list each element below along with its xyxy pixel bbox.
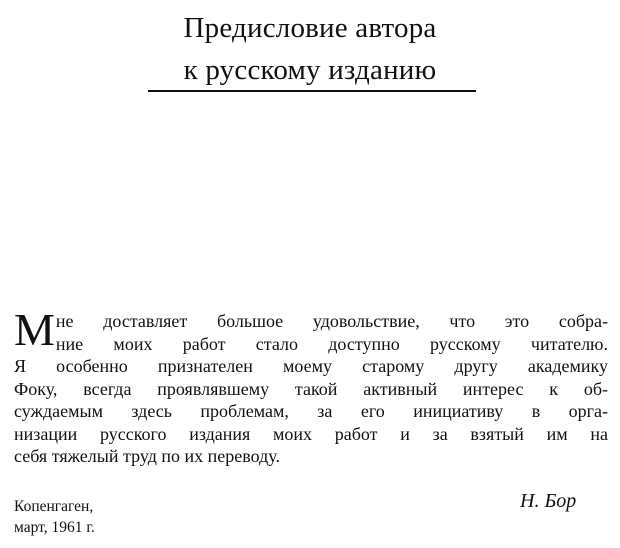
author-signature: Н. Бор <box>520 490 577 512</box>
paragraph-line: ние моих работ стало доступно русскому читателю. <box>55 333 608 354</box>
title-line-1: Предисловие автора <box>183 12 437 44</box>
preface-paragraph <box>14 304 608 468</box>
paragraph-line: себя тяжелый труд по их переводу. <box>14 446 280 466</box>
title-line-2: к русскому изданию <box>183 54 437 86</box>
place-text: Копенгаген, <box>14 498 94 515</box>
place-and-date <box>14 496 95 538</box>
page-title <box>0 10 620 88</box>
paragraph-line: не доставляет большое удовольствие, что это собра- <box>55 311 608 331</box>
date-text: март, 1961 г. <box>14 519 95 536</box>
drop-cap: М <box>14 304 55 355</box>
paragraph-line: суждаемым здесь проблемам, за его инициативу в орга- <box>14 401 608 421</box>
paragraph-line: низации русского издания моих работ и за взятый им на <box>14 423 608 444</box>
paragraph-line: Я особенно признателен моему старому другу академику <box>14 356 608 376</box>
paragraph-line: Фоку, всегда проявлявшему такой активный интерес к об- <box>14 378 608 399</box>
title-underline <box>148 90 476 92</box>
